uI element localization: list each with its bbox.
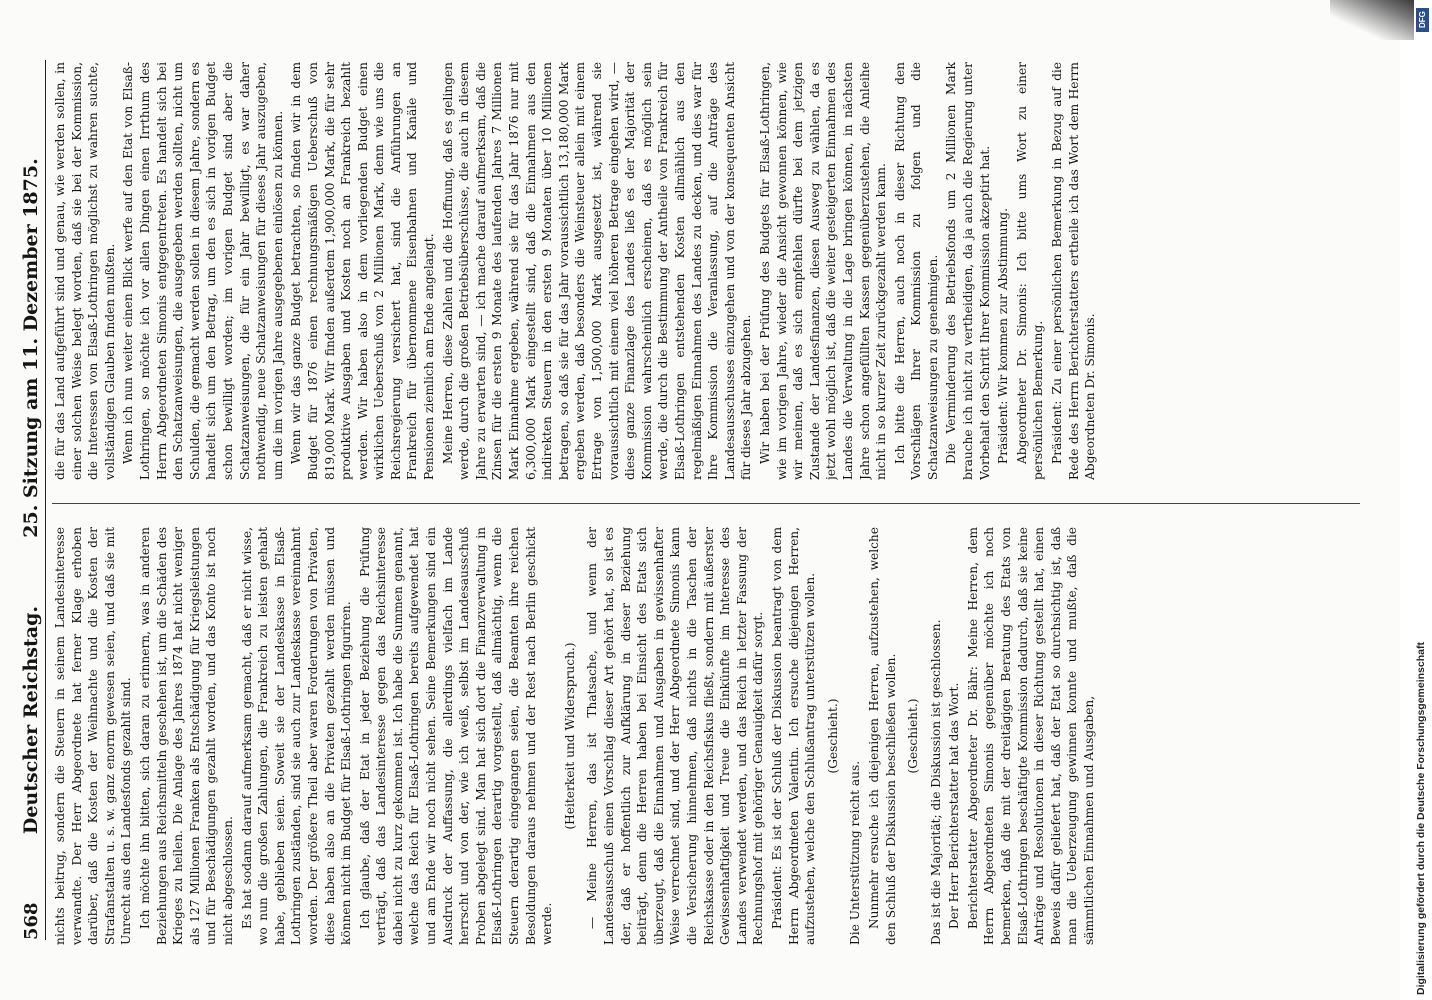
left-paragraph: Ich glaube, daß der Etat in jeder Beziehung die Prüfung verträgt, daß das Landesinteresse gegen das Reichsinteresse dabei nicht zu kurz gekommen ist. Ich habe die Summen genannt, welche das Reich für Elsaß-Lothringen bereits aufgewendet hat und am Ende wir noch nicht sehen. Seine Bemerkungen sind ein Ausdruck der Auffassung, die allerdings vielfach im Lande herrscht und von der, wie ich weiß, selbst im Landesausschuß Proben abgelegt sind. Man hat sich dort die Finanzverwaltung in Elsaß-Lothringen derartig vorgestellt, daß allmächtig, wenn die Steuern derartig eingegangen seien, die Beamten ihre reichen Besoldungen daraus nehmen und der Rest nach Berlin geschickt werde. (357, 527, 555, 945)
right-paragraph: Präsident: Wir kommen zur Abstimmung. (996, 208, 1011, 464)
right-text-column (52, 62, 1388, 480)
right-paragraph: Ich bitte die Herren, auch noch in dieser Richtung den Vorschlägen Ihrer Kommission zu folgen und die Schatzanweisungen zu genehmigen. (892, 62, 940, 480)
right-paragraph: Wenn ich nun weiter einen Blick werfe auf den Etat von Elsaß-Lothringen, so möchte ich vor allen Dingen einen Irrthum des Herrn Abgeordneten Simonis entgegentreten. Es handelt sich bei den Schatzanweisungen, die ausgegeben werden sollten, nicht um Schulden, die gemacht werden sollen in diesem Jahre, sondern es handelt sich um den Betrag, um den es sich in vorigen Budget schon bewilligt worden; im vorigen Budget sind aber die Schatzanweisungen, die für ein Jahr bewilligt, es war daher nothwendig, neue Schatzanweisungen für dieses Jahr auszugeben, um die im vorigen Jahre ausgegebenen einlösen zu können. (121, 62, 285, 480)
left-stage-direction: (Geschieht.) (906, 698, 921, 774)
right-paragraph: Abgeordneter Dr. Simonis: Ich bitte ums Wort zu einer persönlichen Bemerkung. (1014, 62, 1046, 480)
digitization-note: Digitalisierung gefördert durch die Deutsche Forschungsgemeinschaft (1415, 642, 1427, 995)
dfg-logo: DFG (1416, 8, 1429, 32)
left-stage-direction: (Geschieht.) (825, 698, 840, 774)
right-paragraph: Die Verminderung des Betriebsfonds um 2 Millionen Mark brauche ich nicht zu vertheidigen, da ja auch die Regierung unter Vorbehalt den Schritt Ihrer Kommission akzeptirt hat. (944, 62, 992, 480)
page-number: 568 (21, 902, 42, 940)
left-paragraph: nichts beitrug, sondern die Steuern in seinem Landesinteresse verwandte. Der Herr Abgeordnete hat ferner Klage erhoben darüber, daß die Kosten der Weihnachte und die Kosten der Strafanstalten u. s. w. ganz enorm gewesen seien, und daß sie mit Unrecht aus den Landesfonds gezahlt sind. (53, 527, 134, 945)
left-paragraph: Es hat sodann darauf aufmerksam gemacht, daß er nicht wisse, wo nun die großen Zahlungen, die Frankreich zu leisten gehabt habe, geblieben seien. Soweit sie der Landeskasse in Elsaß-Lothringen zuständen, sind sie auch zur Landeskasse vereinnahmt worden. Der größere Theil aber waren Forderungen von Privaten, diese haben also an die Privaten gezahlt werden müssen und können nicht im Budget für Elsaß-Lothringen figuriren. (239, 527, 354, 945)
left-paragraph: Der Herr Berichterstatter hat das Wort. (947, 682, 962, 929)
right-paragraph: Meine Herren, diese Zahlen und die Hoffnung, daß es gelingen werde, durch die großen Betriebsüberschüsse, die auch in diesem Jahre zu erwarten sind, — ich mache darauf aufmerksam, daß die Zinsen für die ersten 9 Monate des laufenden Jahres 7 Millionen Mark Einnahme ergeben, während sie für das Jahr 1876 nur mit 6,300,000 Mark eingestellt sind, daß die Einnahmen aus den indirekten Steuern in den ersten 9 Monaten über 10 Millionen betragen, so daß sie für das Jahr voraussichtlich 13,180,000 Mark ergeben werden, daß besonders die Weinsteuer allein mit einem Ertrage von 1,500,000 Mark ausgesetzt ist, während sie voraussichtlich mit einem viel höheren Betrage eingehen wird, — diese ganze Finanzlage des Landes ließ es der Majorität der Kommission wahrscheinlich erscheinen, daß es möglich sein werde, die durch die Bestimmung der Antheile von Frankreich für Elsaß-Lothringen entstehenden Kosten allmählich aus den regelmäßigen Einnahmen des Landes zu decken, und dies war für Ihre Kommission die Veranlassung, auf die Anträge des Landesausschusses einzugehen und von der konsequenten Ansicht für dieses Jahr abzugehen. (440, 62, 754, 480)
left-paragraph: Ich möchte ihn bitten, sich daran zu erinnern, was in anderen Beziehungen aus Reichsmitteln geschehen ist, um die Schäden des Krieges zu heilen. Die Anlage des Jahres 1874 hat nicht weniger als 127 Millionen Franken als Entschädigung für Kriegsleistungen und für Beschädigungen gezahlt worden, und das Konto ist noch nicht abgeschlossen. (137, 527, 235, 945)
left-paragraph: Die Unterstützung reicht aus. (848, 760, 863, 945)
right-paragraph: Präsident: Zu einer persönlichen Bemerkung in Bezug auf die Rede des Herrn Berichterstatters ertheile ich das Wort dem Herrn Abgeordneten Dr. Simonis. (1050, 62, 1098, 480)
left-stage-direction: (Heiterkeit und Widerspruch.) (562, 642, 577, 830)
left-text-column (52, 527, 1388, 945)
right-paragraph: Wir haben bei der Prüfung des Budgets für Elsaß-Lothringen, wie im vorigen Jahre, wieder die Ansicht gewonnen können, wie wir meinen, daß es sich empfehlen dürfte bei dem jetzigen Zustande der Landesfinanzen, diesen Ausweg zu wählen, da es jetzt wohl möglich ist, daß die weiter gesteigerten Einnahmen des Landes die Verwaltung in die Lage bringen können, in nächsten Jahre schon angefüllten Kassen gegenüberzustehen, die Anleihe nicht in so kurzer Zeit zurückgezahlt werden kann. (757, 62, 889, 480)
page-header (8, 60, 46, 940)
right-paragraph: die für das Land aufgeführt sind und genau, wie werden sollen, in einer solchen Weise belegt worden, daß sie bei der Kommission, die Interessen von Elsaß-Lothringen möglichst zu wahren suchte, vollständigen Glauben finden mußten. (53, 62, 117, 480)
left-paragraph: Das ist die Majorität; die Diskussion ist geschlossen. (928, 619, 943, 945)
left-paragraph: Nunmehr ersuche ich diejenigen Herren, aufzustehen, welche den Schluß der Diskussion beschließen wollen. (866, 527, 898, 945)
publication-title: Deutscher Reichstag. (20, 606, 42, 835)
left-paragraph: — Meine Herren, das ist Thatsache, und wenn der Landesausschuß einen Vorschlag dieser Art gehört hat, so ist es der, daß er hoffentlich zur Aufklärung in dieser Beziehung beiträgt, denn die Herren haben bei Einsicht des Etats sich überzeugt, daß die Einnahmen und Ausgaben in gewissenhafter Weise verrechnet sind, und der Herr Abgeordnete Simonis kann die Versicherung hinnehmen, daß nichts in die Taschen der Reichskasse oder in den Reichsfiskus fließt, sondern mit äußerster Gewissenhaftigkeit und Treue die Einkünfte im Interesse des Landes verwendet werden, und das Reich in letzter Fassung der Rechnungshof mit gehöriger Genauigkeit dafür sorgt. (585, 527, 766, 945)
column-divider (52, 503, 1360, 504)
scan-corner-shadow (1330, 0, 1414, 40)
right-paragraph: Wenn wir das ganze Budget betrachten, so finden wir in dem Budget für 1876 einen rechnungsmäßigen Ueberschuß von 819,000 Mark. Wir finden außerdem 1,900,000 Mark, die für sehr produktive Ausgaben und Kosten noch an Frankreich bezahlt werden. Wir haben also in dem vorliegenden Budget einen wirklichen Ueberschuß von 2 Millionen Mark, denn wie uns die Reichsregierung versichert hat, sind die Anführungen an Frankreich für übernommene Eisenbahnen und Kanäle und Pensionen ziemlich am Ende angelangt. (289, 62, 437, 480)
left-paragraph: Präsident: Es ist der Schluß der Diskussion beantragt von dem Herrn Abgeordneten Valentin. Ich ersuche diejenigen Herren, aufzustehen, welche den Schlußantrag unterstützen wollen. (769, 527, 818, 945)
session-title: 25. Sitzung am 11. Dezember 1875. (20, 158, 42, 538)
left-paragraph: Berichterstatter Abgeordneter Dr. Bähr: Meine Herren, dem Herrn Abgeordneten Simonis gegenüber möchte ich noch bemerken, daß die mit der dreitägigen Beratung des Etats von Elsaß-Lothringen beschäftigte Kommission dadurch, daß sie keine Anträge und Resolutionen in dieser Richtung gestellt hat, einen Beweis dafür geliefert hat, daß der Etat so durchsichtig ist, daß man die Ueberzeugung gewinnen konnte und mußte, daß die sämmtlichen Einnahmen und Ausgaben, (965, 527, 1097, 945)
